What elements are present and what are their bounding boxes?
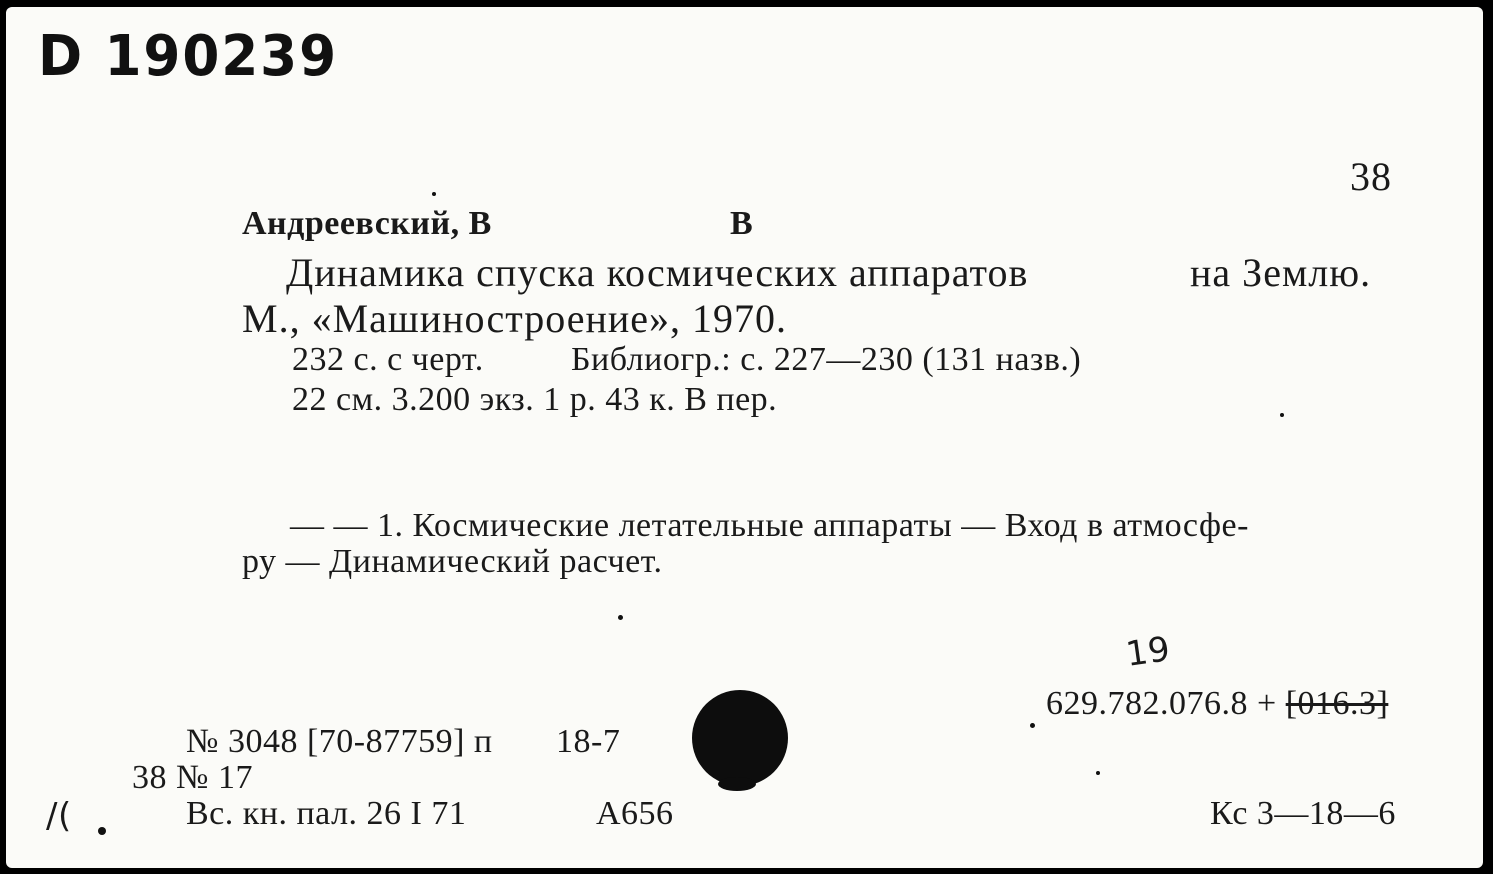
author-second-initial: В [730,205,754,242]
author-surname: Андреевский, В [242,205,492,242]
speck [98,827,106,835]
udc-line [1046,687,1388,721]
bibliography-note: Библиогр.: с. 227—230 (131 назв.) [571,341,1082,378]
udc-struck-index: [016.3] [1285,685,1389,722]
record-code: 18-7 [556,723,621,760]
pencil-mark: /( [46,796,72,836]
speck [618,615,623,620]
record-number: № 3048 [70-87759] п [186,723,493,760]
catalog-card [6,7,1483,868]
ink-blot [692,690,788,786]
title-line-1-end: на Землю. [1190,250,1372,295]
subject-heading-line-2: ру — Динамический расчет. [242,543,663,580]
shelf-number: 38 № 17 [132,759,253,796]
print-code: Кс 3—18—6 [1210,795,1396,832]
price-line: 22 см. 3.200 экз. 1 р. 43 к. В пер. [292,381,778,418]
physical-description: 232 с. с черт. [292,341,484,378]
speck [1030,723,1035,728]
speck [432,192,436,196]
subject-heading-line-1: — — 1. Космические летательные аппараты — Вход в атмосфе- [290,507,1249,544]
shelf-mark: 38 [1350,154,1392,199]
ink-blot-tail [718,777,756,791]
speck [1096,771,1100,775]
order-code: А656 [596,795,674,832]
udc-plus: + [1257,685,1277,722]
handwritten-mark: 19 [1123,629,1173,675]
speck [1280,413,1284,417]
publication-line: М., «Машиностроение», 1970. [242,296,788,341]
title-line-1: Динамика спуска космических аппаратов [286,250,1029,295]
chamber-line: Вс. кн. пал. 26 I 71 [186,795,467,832]
udc-main: 629.782.076.8 [1046,685,1248,722]
inventory-number: D 190239 [38,24,338,89]
